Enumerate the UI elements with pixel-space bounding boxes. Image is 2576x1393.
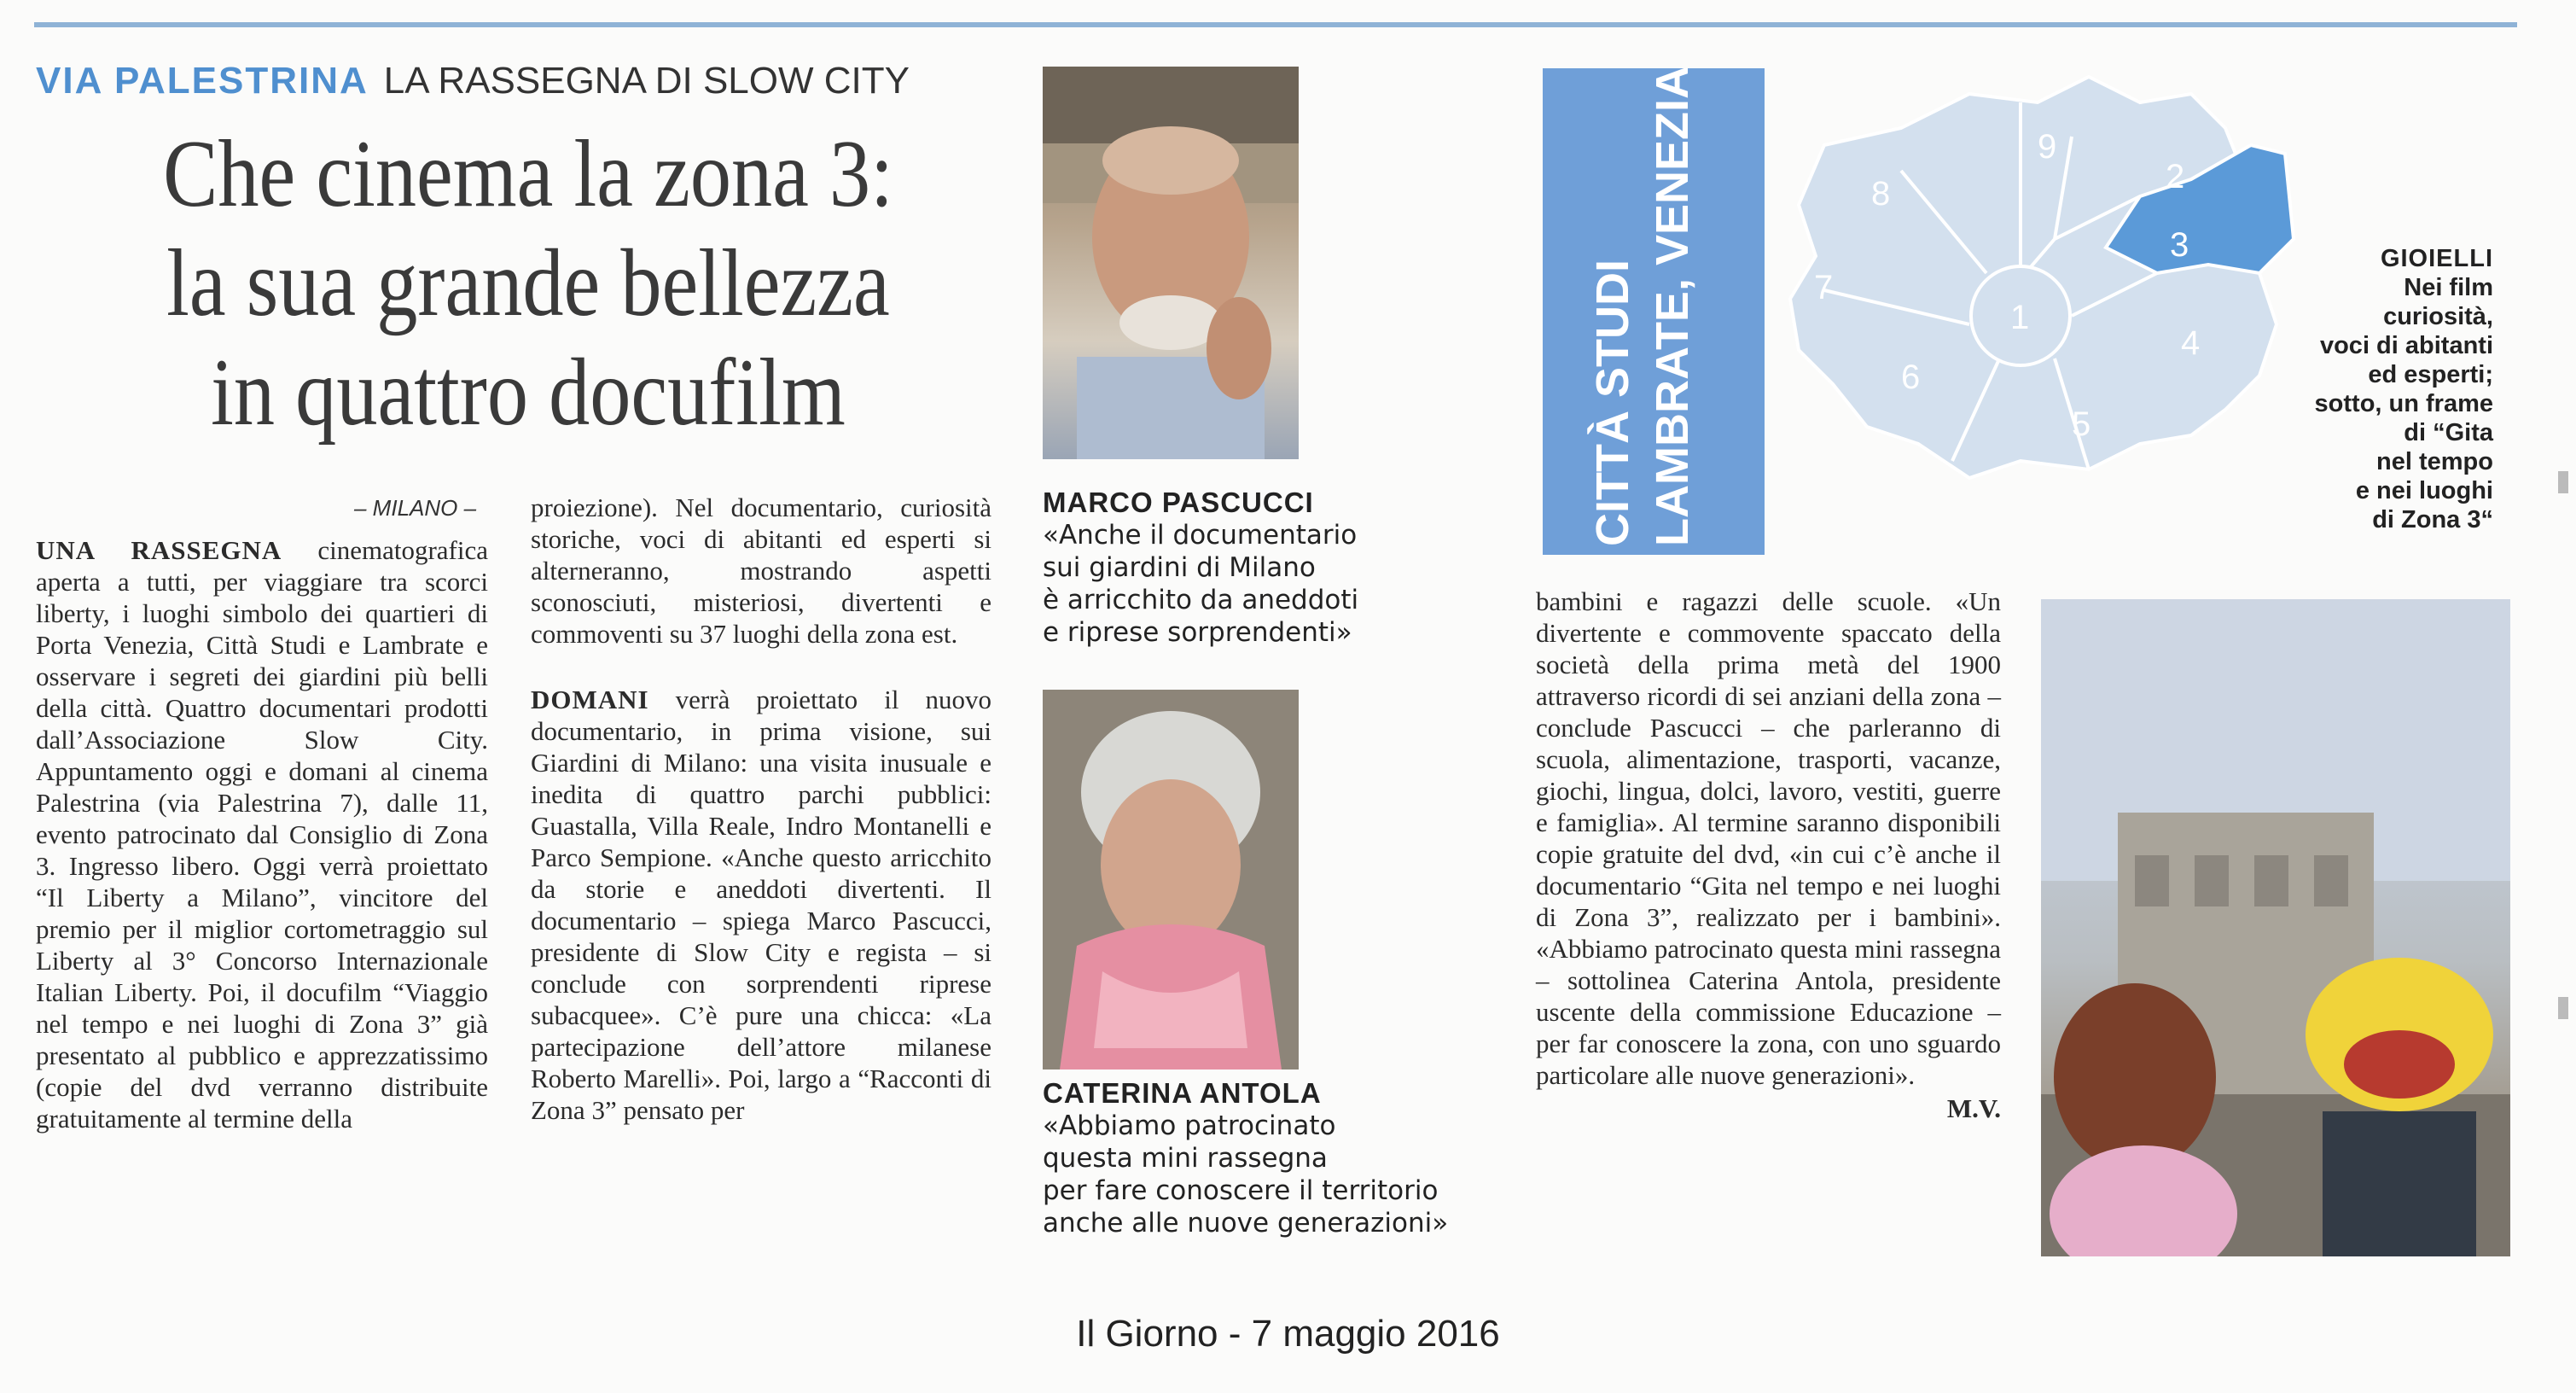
dateline: – MILANO – (354, 495, 477, 521)
caption-2-line: anche alle nuove generazioni» (1043, 1208, 1449, 1239)
map-zone-label: 9 (2038, 128, 2057, 166)
map-caption-line: sotto, un frame (2314, 390, 2493, 417)
map-zone-label: 8 (1871, 175, 1891, 213)
map-caption-line: di Zona 3“ (2372, 506, 2493, 533)
caption-1-line: è arricchito da aneddoti (1043, 585, 1359, 615)
headline-line-1: Che cinema la zona 3: (163, 121, 893, 227)
map-zone-label: 6 (1901, 358, 1921, 396)
map-caption-line: ed esperti; (2368, 361, 2493, 388)
caption-1-name: MARCO PASCUCCI (1043, 487, 1314, 518)
article-column-1 (36, 534, 488, 1134)
lead-word-domani: DOMANI (531, 685, 649, 714)
page-edge-mark (2558, 471, 2568, 493)
caption-2-line: per fare conoscere il territorio (1043, 1175, 1439, 1206)
map-caption-line: Nei film (2404, 274, 2493, 301)
column-2-text-1: proiezione). Nel documentario, curiosità storiche, voci di abitanti ed esperti si alterneranno, mostrando aspetti sconosciuti, misteriosi, divertenti e commoventi su 37 luoghi della zona est. (531, 493, 991, 649)
map-caption-line: e nei luoghi (2355, 477, 2493, 504)
lead-word: UNA RASSEGNA (36, 535, 282, 565)
page-edge-mark (2558, 997, 2568, 1019)
caption-1-line: sui giardini di Milano (1043, 552, 1316, 583)
caption-2-name: CATERINA ANTOLA (1043, 1077, 1322, 1109)
author-signature: M.V. (1946, 1093, 2001, 1123)
map-zone-label: 3 (2170, 226, 2189, 264)
portrait-woman-illustration (1043, 690, 1299, 1070)
column-2-text-2: verrà proiettato il nuovo documentario, in prima visione, sui Giardini di Milano: una visita inusuale e inedita di quattro parchi pubblici: Guastalla, Villa Reale, Indro Montanelli e Parco Sempione. «Anche questo arricchito da storie e aneddoti divertenti. Il documentario – spiega Marco Pascucci, presidente di Slow City e regista – si conclude con sorprendenti riprese subacquee». C’è pure una chicca: «La partecipazione dell’attore milanese Roberto Marelli». Poi, largo a “Racconti di Zona 3” pensato per (531, 685, 991, 1125)
caption-1-line: e riprese sorprendenti» (1043, 617, 1352, 648)
top-rule (34, 22, 2517, 27)
map-zone-label: 4 (2181, 324, 2201, 362)
photo-marco-pascucci (1043, 67, 1299, 459)
map-caption-title: GIOIELLI (2380, 245, 2493, 272)
map-vertical-label-2: LAMBRATE, VENEZIA (1647, 68, 1698, 546)
map-zone-label: 2 (2166, 158, 2185, 195)
film-frame-photo (2041, 599, 2510, 1256)
caption-2-quote (1043, 1110, 1448, 1239)
map-caption (2263, 244, 2493, 534)
map-zone-label: 7 (1814, 269, 1834, 306)
map-zone-label: 5 (2072, 405, 2091, 443)
map-vertical-label-1: CITTÀ STUDI (1587, 259, 1638, 546)
map-caption-line: voci di abitanti (2319, 332, 2493, 359)
film-frame-illustration (2041, 599, 2510, 1256)
map-caption-line: nel tempo (2376, 448, 2493, 475)
headline-line-3: in quattro docufilm (211, 340, 846, 446)
headline (51, 119, 1005, 447)
kicker-subject: LA RASSEGNA DI SLOW CITY (383, 60, 910, 102)
kicker-section: VIA PALESTRINA (36, 60, 369, 102)
article-column-2 (531, 492, 991, 1126)
map-caption-line: curiosità, (2383, 303, 2493, 330)
caption-1-line: «Anche il documentario (1043, 520, 1358, 551)
source-credit: Il Giorno - 7 maggio 2016 (1076, 1313, 1500, 1355)
caption-1-quote (1043, 519, 1358, 649)
headline-line-2: la sua grande bellezza (166, 230, 890, 336)
kicker (36, 60, 910, 102)
caption-2-line: «Abbiamo patrocinato (1043, 1110, 1336, 1141)
article-column-3 (1536, 586, 2001, 1124)
caption-2-line: questa mini rassegna (1043, 1143, 1328, 1174)
map-caption-line: di “Gita (2404, 419, 2493, 446)
map-zone-label: 1 (2010, 299, 2030, 336)
column-3-text: bambini e ragazzi delle scuole. «Un divertente e commovente spaccato della società della prima metà del 1900 attraverso ricordi di sei anziani della zona – conclude Pascucci – che parleranno di scuola, alimentazione, trasporti, vacanze, giochi, lingua, dolci, lavoro, vestiti, guerre e famiglia». Al termine saranno disponibili copie gratuite del dvd, «in cui c’è anche il documentario “Gita nel tempo e nei luoghi di Zona 3”, realizzato per i bambini». «Abbiamo patrocinato questa mini rassegna – sottolinea Caterina Antola, presidente uscente della commissione Educazione – per far conoscere la zona, con uno sguardo particolare alle nuove generazioni». (1536, 586, 2001, 1090)
portrait-man-illustration (1043, 67, 1299, 459)
column-1-text: cinematografica aperta a tutti, per viaggiare tra scorci liberty, i luoghi simbolo dei quartieri di Porta Venezia, Città Studi e Lambrate e osservare i segreti dei giardini più belli della città. Quattro documentari prodotti dall’Associazione Slow City. Appuntamento oggi e domani al cinema Palestrina (via Palestrina 7), dalle 11, evento patrocinato dal Consiglio di Zona 3. Ingresso libero. Oggi verrà proiettato “Il Liberty a Milano”, vincitore del premio per il miglior cortometraggio sul Liberty al 3° Concorso Internazionale Italian Liberty. Poi, il docufilm “Viaggio nel tempo e nei luoghi di Zona 3” già presentato al pubblico e apprezzatissimo (copie del dvd verranno distribuite gratuitamente al termine della (36, 535, 488, 1134)
photo-caterina-antola (1043, 690, 1299, 1070)
